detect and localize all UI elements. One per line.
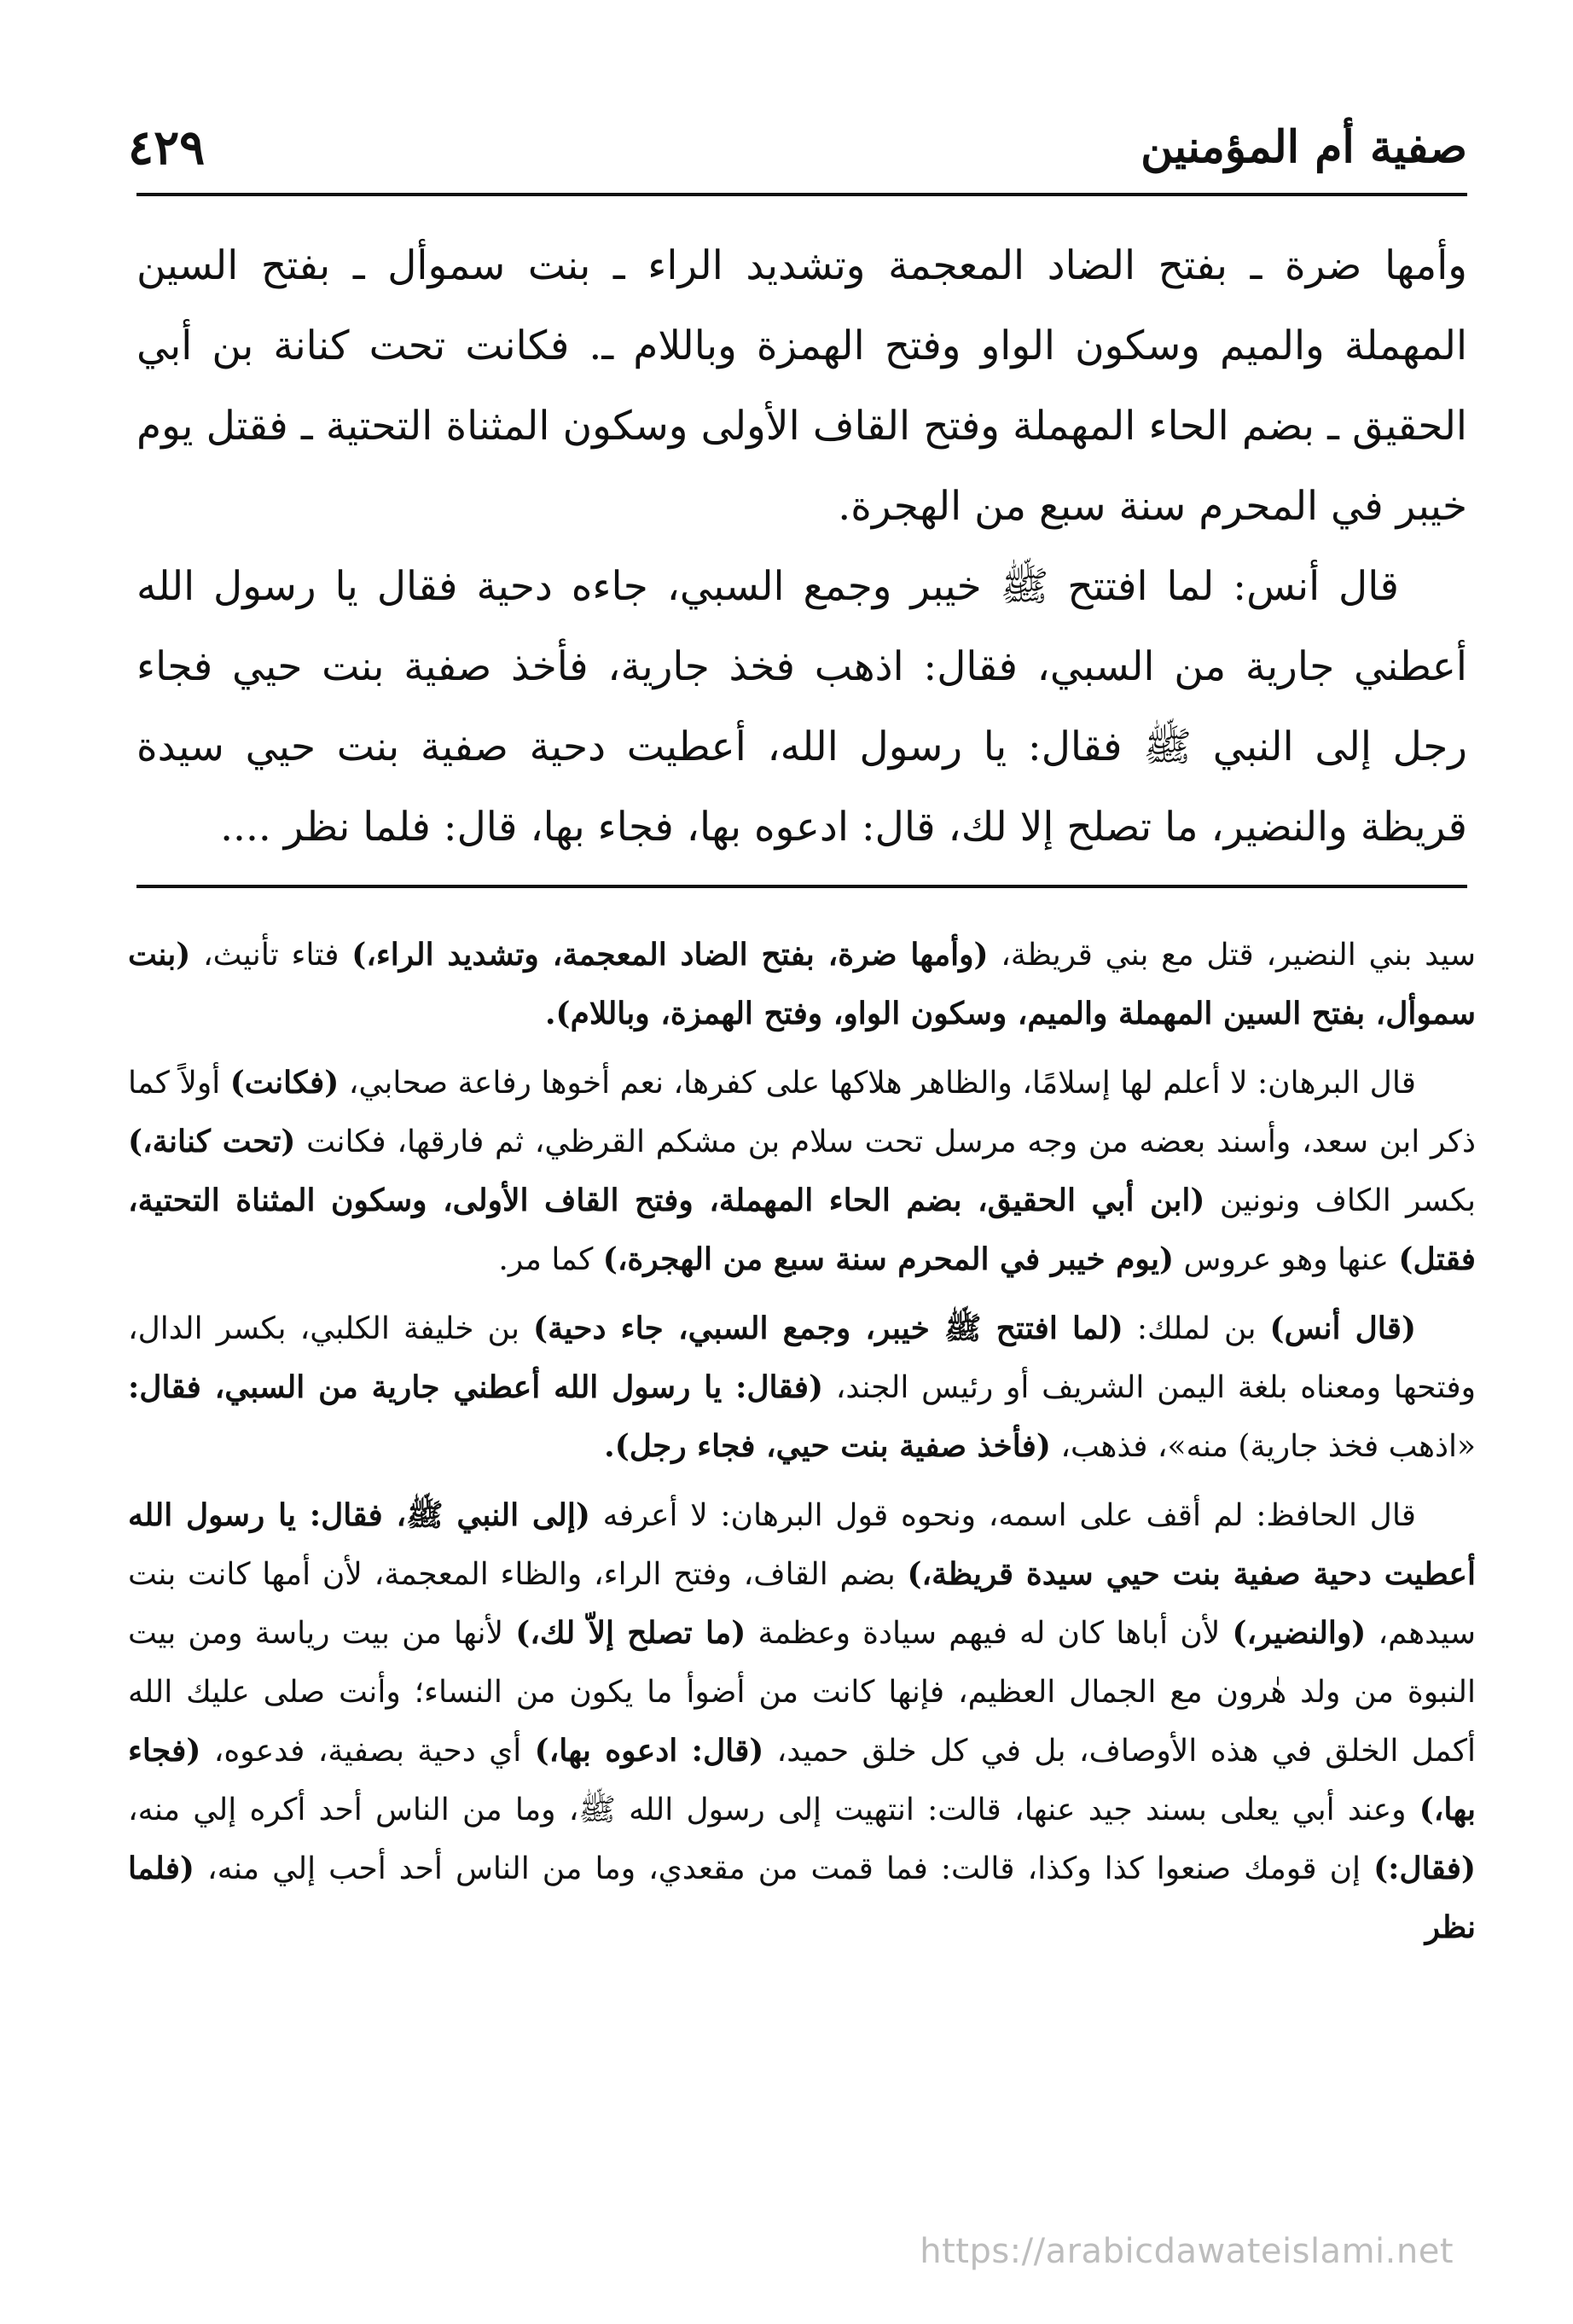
running-title: صفية أم المؤمنين (1141, 121, 1467, 173)
main-paragraph: وأمها ضرة ـ بفتح الضاد المعجمة وتشديد الراء ـ بنت سموأل ـ بفتح السين المهملة والميم وسكون الواو وفتح الهمزة وباللام ـ. فكانت تحت كنانة بن أبي الحقيق ـ بضم الحاء المهملة وفتح القاف الأولى وسكون المثناة التحتية ـ فقتل يوم خيبر في المحرم سنة سبع من الهجرة. (136, 242, 1467, 530)
text-segment: وعند أبي يعلى بسند جيد عنها، قالت: انتهيت إلى رسول الله ﷺ، وما من الناس أحد أكره إلي منه، (128, 1792, 1419, 1827)
page-number: ٤٢٩ (128, 119, 206, 176)
bold-quote-segment: (لما افتتح ﷺ خيبر، وجمع السبي، جاء دحية) (533, 1310, 1123, 1346)
bold-quote-segment: (ابن أبي الحقيق، بضم الحاء المهملة، وفتح القاف الأولى، وسكون المثناة التحتية، فقتل) (128, 1182, 1476, 1277)
text-segment: بكسر الكاف ونونين (1204, 1183, 1476, 1218)
commentary-paragraph (128, 1486, 1476, 1957)
bold-quote-segment: (ما تصلح إلاّ لك،) (515, 1615, 746, 1651)
main-text (136, 226, 1467, 866)
bold-quote-segment: (قال أنس) (1269, 1310, 1417, 1346)
commentary (128, 926, 1476, 2222)
text-segment: بن لملك: (1123, 1311, 1270, 1346)
bold-quote-segment: (فجاء بها،) (128, 1733, 1476, 1827)
text-segment: فتاء تأنيث، (190, 938, 352, 973)
bold-quote-segment: (قال: ادعوه بها،) (534, 1733, 764, 1769)
text-segment: قال الحافظ: لم أقف على اسمه، ونحوه قول البرهان: لا أعرفه (589, 1498, 1416, 1533)
text-segment: أولاً كما ذكر ابن سعد، وأسند بعضه من وجه مرسل تحت سلام بن مشكم القرظي، ثم فارقها، فكانت (128, 1066, 1477, 1159)
text-segment: كما مر. (498, 1242, 603, 1277)
text-segment: سيد بني النضير، قتل مع بني قريظة، (988, 938, 1476, 973)
text-segment: عنها وهو عروس (1174, 1242, 1399, 1277)
text-segment: قال البرهان: لا أعلم لها إسلامًا، والظاهر هلاكها على كفرها، نعم أخوها رفاعة صحابي، (339, 1066, 1417, 1101)
footnote-separator (136, 885, 1467, 888)
bold-quote-segment: (وأمها ضرة، بفتح الضاد المعجمة، وتشديد الراء،) (351, 937, 989, 973)
text-segment: لأن أباها كان له فيهم سيادة وعظمة (746, 1616, 1233, 1651)
commentary-paragraph (128, 1299, 1476, 1476)
bold-quote-segment: (إلى النبي ﷺ، فقال: يا رسول الله أعطيت دحية صفية بنت حيي سيدة قريظة،) (128, 1497, 1476, 1592)
page-header (128, 109, 1467, 186)
bold-quote-segment: (يوم خيبر في المحرم سنة سبع من الهجرة،) (602, 1241, 1175, 1277)
commentary-paragraph (128, 1054, 1476, 1289)
bold-quote-segment: (بنت سموأل، بفتح السين المهملة والميم، وسكون الواو، وفتح الهمزة، وباللام). (128, 937, 1476, 1031)
bold-quote-segment: (فقال:) (1373, 1850, 1476, 1886)
watermark-url: https://arabicdawateislami.net (920, 2232, 1454, 2271)
text-segment: بضم القاف، وفتح الراء، والظاء المعجمة، لأن أمها كانت بنت سيدهم، (128, 1557, 1476, 1651)
text-segment: إن قومك صنعوا كذا وكذا، قالت: فما قمت من مقعدي، وما من الناس أحد أحب إلي منه، (194, 1851, 1374, 1886)
header-rule (136, 193, 1467, 196)
bold-quote-segment: (فلما نظر (128, 1850, 1476, 1945)
bold-quote-segment: (فقال: يا رسول الله أعطني جارية من السبي، فقال: (128, 1369, 823, 1405)
text-segment: أي دحية بصفية، فدعوه، (200, 1734, 535, 1769)
commentary-paragraph (128, 926, 1476, 1043)
bold-quote-segment: (فأخذ صفية بنت حيي، فجاء رجل). (604, 1428, 1051, 1464)
bold-quote-segment: (والنضير،) (1232, 1615, 1367, 1651)
text-segment: بن خليفة الكلبي، بكسر الدال، وفتحها ومعناه بلغة اليمن الشريف أو رئيس الجند، (128, 1311, 1476, 1405)
text-segment: لأنها من بيت رياسة ومن بيت النبوة من ولد هٰرون مع الجمال العظيم، فإنها كانت من أضوأ ما يكون من النساء؛ وأنت صلى عليك الله أكمل الخلق في هذه الأوصاف، بل في كل خلق حميد، (128, 1616, 1476, 1769)
bold-quote-segment: (تحت كنانة،) (128, 1124, 296, 1159)
bold-quote-segment: (فكانت) (229, 1065, 340, 1101)
main-paragraph: قال أنس: لما افتتح ﷺ خيبر وجمع السبي، جاءه دحية فقال يا رسول الله أعطني جارية من السبي، فقال: اذهب فخذ جارية، فأخذ صفية بنت حيي فجاء رجل إلى النبي ﷺ فقال: يا رسول الله، أعطيت دحية صفية بنت حيي سيدة قريظة والنضير، ما تصلح إلا لك، قال: ادعوه بها، فجاء بها، قال: فلما نظر .... (136, 563, 1467, 851)
text-segment: «اذهب فخذ جارية) منه»، فذهب، (1050, 1429, 1476, 1464)
